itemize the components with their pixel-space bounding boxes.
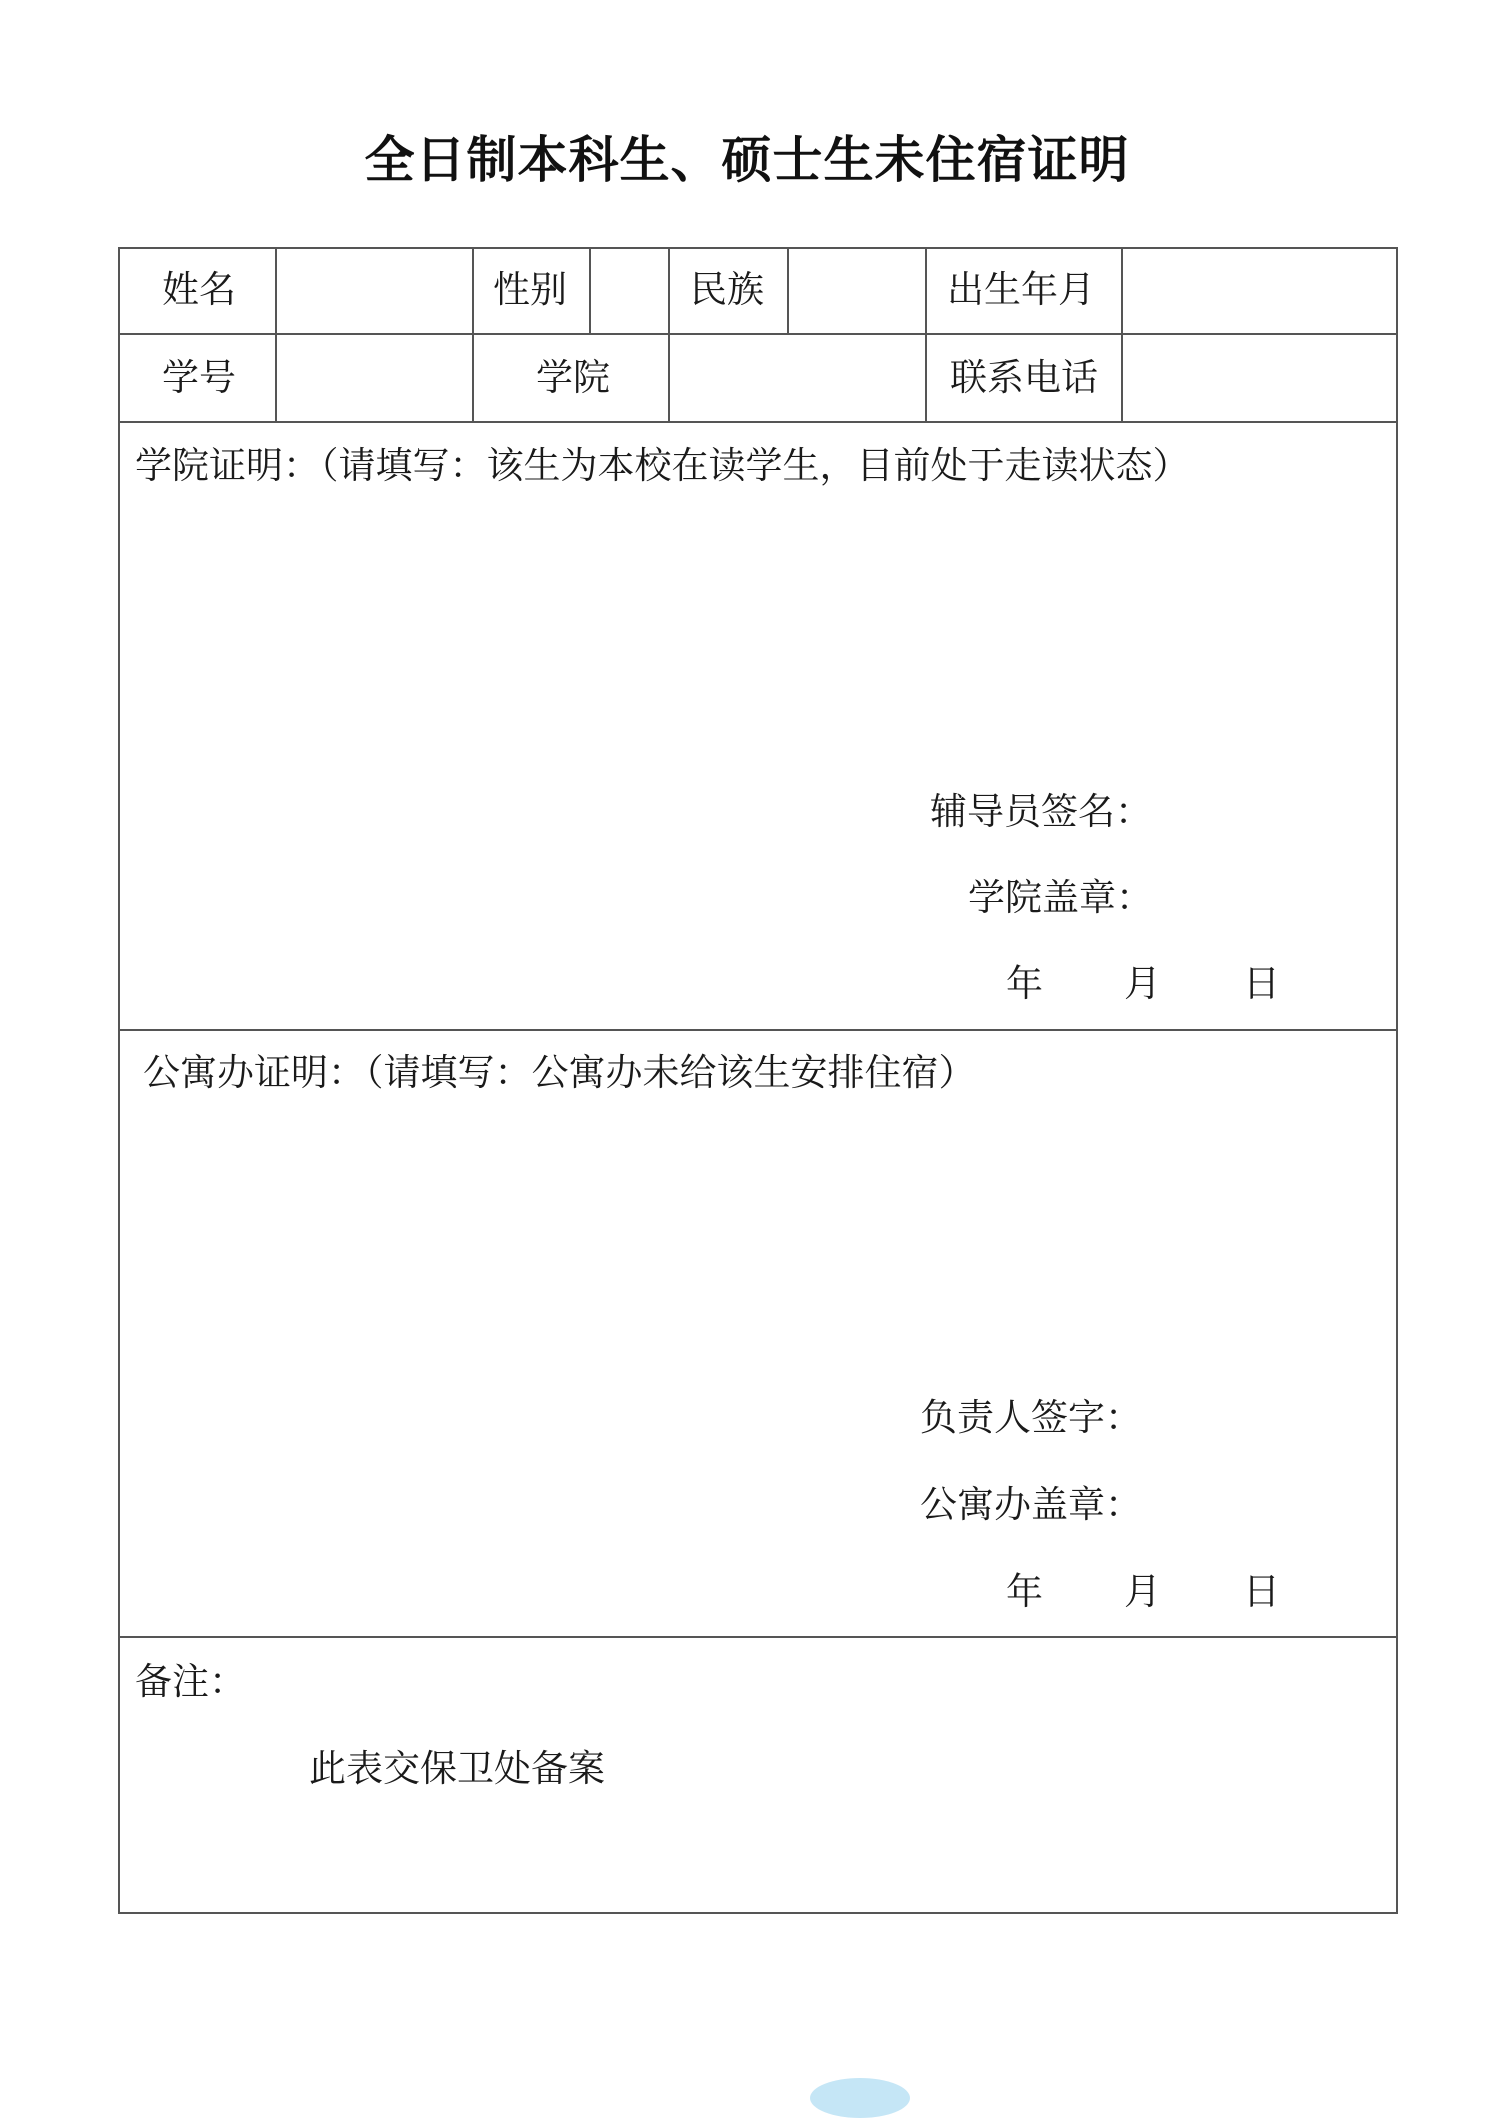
phone-label: 联系电话 xyxy=(950,356,1098,399)
college-certification-area[interactable] xyxy=(120,423,1396,1029)
gender-label: 性别 xyxy=(493,268,567,311)
college-seal-label: 学院盖章： xyxy=(968,876,1153,919)
table-border-right xyxy=(1396,247,1398,1914)
page-title: 全日制本科生、硕士生未住宿证明 xyxy=(364,131,1130,189)
college-date-year: 年 xyxy=(1006,962,1043,1005)
counselor-signature-label: 辅导员签名： xyxy=(930,790,1152,833)
remarks-note: 此表交保卫处备案 xyxy=(309,1747,605,1790)
ethnicity-label: 民族 xyxy=(690,268,764,311)
college-field[interactable] xyxy=(670,335,925,421)
cell-divider xyxy=(472,247,474,423)
phone-field[interactable] xyxy=(1123,335,1396,421)
student-id-field[interactable] xyxy=(277,335,472,421)
cell-divider xyxy=(925,247,927,423)
gender-field[interactable] xyxy=(591,249,668,333)
student-id-label: 学号 xyxy=(162,356,236,399)
remarks-heading: 备注： xyxy=(135,1660,246,1703)
college-date-month: 月 xyxy=(1124,962,1161,1005)
apartment-seal-label: 公寓办盖章： xyxy=(920,1483,1142,1526)
apartment-date-year: 年 xyxy=(1006,1570,1043,1613)
table-border-bottom xyxy=(118,1912,1398,1914)
birth-label: 出生年月 xyxy=(947,268,1095,311)
college-label: 学院 xyxy=(536,356,610,399)
name-label: 姓名 xyxy=(162,268,236,311)
apartment-date-day: 日 xyxy=(1243,1570,1280,1613)
college-date-day: 日 xyxy=(1243,962,1280,1005)
college-certification-heading: 学院证明：（请填写：该生为本校在读学生，目前处于走读状态） xyxy=(135,444,1190,487)
apartment-certification-area[interactable] xyxy=(120,1031,1396,1636)
page-marker-decoration xyxy=(810,2078,910,2118)
name-field[interactable] xyxy=(277,249,472,333)
manager-signature-label: 负责人签字： xyxy=(920,1396,1142,1439)
birth-field[interactable] xyxy=(1123,249,1396,333)
apartment-certification-heading: 公寓办证明：（请填写：公寓办未给该生安排住宿） xyxy=(143,1051,976,1094)
ethnicity-field[interactable] xyxy=(789,249,925,333)
certificate-form xyxy=(118,247,1398,1914)
apartment-date-month: 月 xyxy=(1124,1570,1161,1613)
